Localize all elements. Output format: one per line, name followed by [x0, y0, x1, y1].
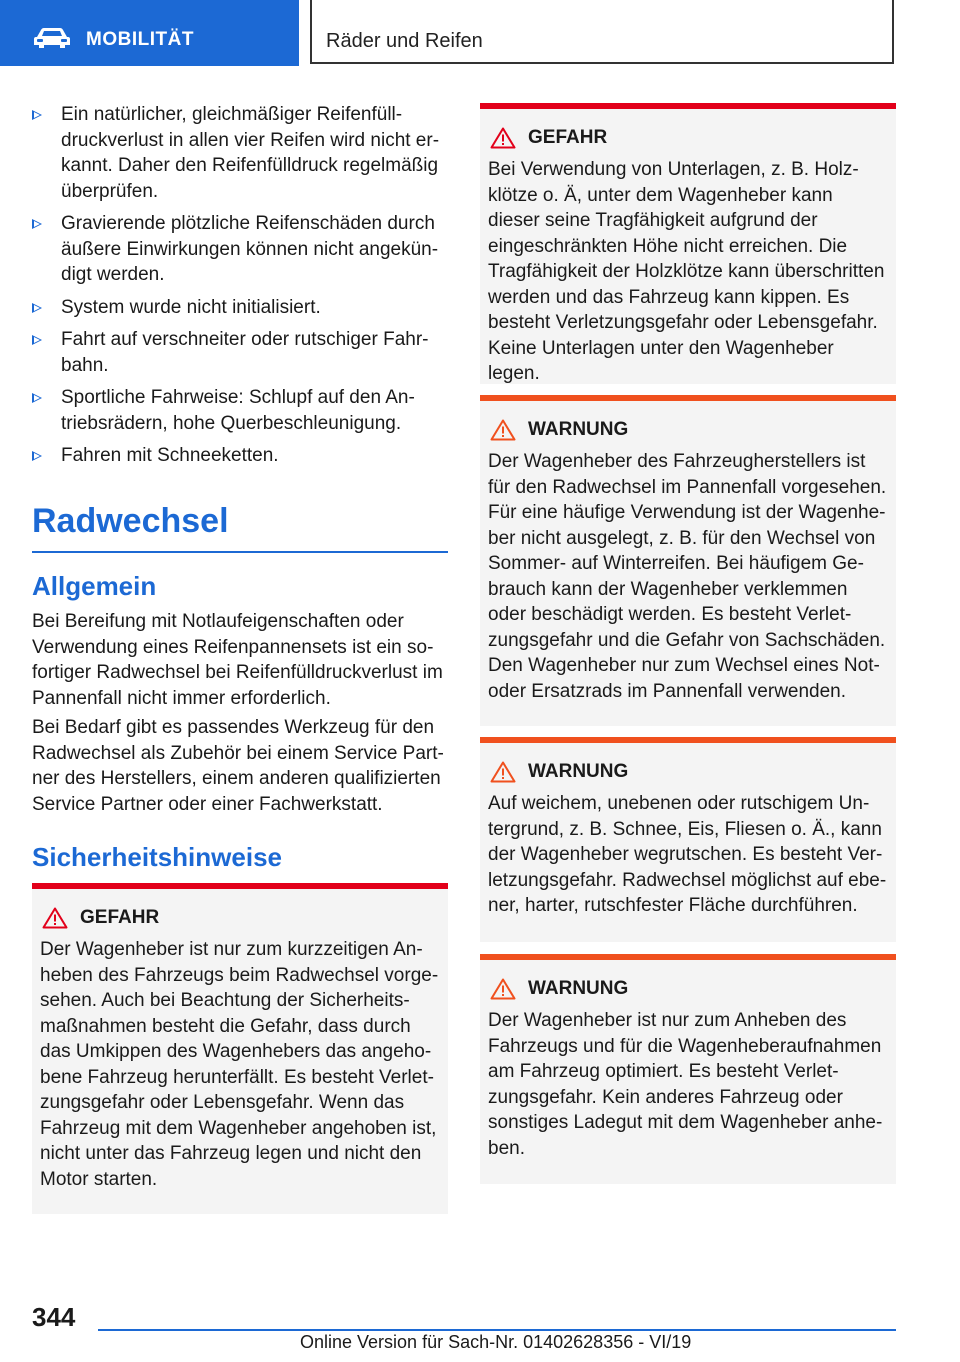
warning-box — [480, 954, 896, 1184]
warning-box — [480, 737, 896, 942]
general-heading: Allgemein — [32, 571, 157, 601]
warning-triangle-icon — [490, 419, 516, 441]
chapter-header — [310, 0, 894, 64]
box-text: Der Wagenheber ist nur zum Anheben des Fahrzeugs und für die Wagenheberaufnahmen am Fahrzeug optimiert. Es besteht Verletzungsgefahr. Kein anderes Fahrzeug oder sonstiges Ladegut mit dem Wagenheber anheben. — [488, 1010, 883, 1159]
general-paragraph-1: Bei Bereifung mit Notlaufeigenschaften oder Verwendung eines Reifenpannensets ist ein sofortiger Radwechsel bei Reifenfülldruckverlust im Pannenfall nicht immer erforderlich. — [32, 611, 443, 709]
triangle-bullet-icon — [32, 335, 42, 345]
page-number: 344 — [32, 1302, 76, 1332]
triangle-bullet-icon — [32, 110, 42, 120]
warning-triangle-icon — [490, 127, 516, 149]
car-icon — [34, 27, 70, 49]
list-item: System wurde nicht initialisiert. — [32, 295, 448, 321]
list-item: Fahrt auf verschneiter oder rutschiger Fahrbahn. — [32, 327, 448, 378]
footer-text: Online Version für Sach-Nr. 01402628356 - VI/19 — [300, 1332, 692, 1352]
danger-box — [480, 103, 896, 384]
warning-box — [480, 395, 896, 726]
triangle-bullet-icon — [32, 393, 42, 403]
section-tab[interactable] — [0, 0, 299, 66]
danger-box — [32, 883, 448, 1214]
safety-heading: Sicherheitshinweise — [32, 842, 282, 872]
list-item: Ein natürlicher, gleichmäßiger Reifenfülldruckverlust in allen vier Reifen wird nicht erkannt. Daher den Reifenfülldruck regelmäßig überprüfen. — [32, 102, 448, 204]
list-item: Fahren mit Schneeketten. — [32, 443, 448, 469]
warning-triangle-icon — [490, 761, 516, 783]
chapter-title: Räder und Reifen — [326, 30, 483, 52]
box-text: Auf weichem, unebenen oder rutschigem Untergrund, z. B. Schnee, Eis, Fliesen o. Ä., kann der Wagenheber wegrutschen. Es besteht Verletzungsgefahr. Radwechsel möglichst auf ebener, harter, rutschfester Fläche durchführen. — [488, 793, 887, 916]
warning-triangle-icon — [490, 978, 516, 1000]
warning-triangle-icon — [42, 907, 68, 929]
section-title: Radwechsel — [32, 502, 448, 553]
condition-list — [32, 102, 448, 476]
box-title: GEFAHR — [490, 125, 888, 151]
triangle-bullet-icon — [32, 303, 42, 313]
box-title: GEFAHR — [42, 905, 440, 931]
triangle-bullet-icon — [32, 451, 42, 461]
footer-divider — [98, 1329, 896, 1331]
box-text: Bei Verwendung von Unterlagen, z. B. Holzklötze o. Ä, unter dem Wagenheber kann dieser seine Tragfähigkeit aufgrund der eingeschränkten Höhe nicht erreichen. Die Tragfähigkeit der Holzklötze kann überschritten werden und das Fahrzeug kann kippen. Es besteht Verletzungsgefahr oder Lebensgefahr. Keine Unterlagen unter den Wagenheber legen. — [488, 159, 885, 384]
box-title: WARNUNG — [490, 759, 888, 785]
box-text: Der Wagenheber des Fahrzeugherstellers ist für den Radwechsel im Pannenfall vorgesehen. Für eine häufige Verwendung ist der Wagenheber nicht ausgelegt, z. B. für den Wechsel von Sommer- auf Winterreifen. Bei häufigem Gebrauch kann der Wagenheber verklemmen oder beschädigt werden. Es besteht Verletzungsgefahr und die Gefahr von Sachschäden. Den Wagenheber nur zum Wechsel eines Not- oder Ersatzrads im Pannenfall verwenden. — [488, 451, 887, 702]
box-title: WARNUNG — [490, 417, 888, 443]
general-paragraph-2: Bei Bedarf gibt es passendes Werkzeug für den Radwechsel als Zubehör bei einem Service Partner des Herstellers, einem anderen qualifizierten Service Partner oder einer Fachwerkstatt. — [32, 717, 444, 815]
list-item: Sportliche Fahrweise: Schlupf auf den Antriebsrädern, hohe Querbeschleunigung. — [32, 385, 448, 436]
section-label: MOBILITÄT — [86, 29, 194, 50]
box-text: Der Wagenheber ist nur zum kurzzeitigen Anheben des Fahrzeugs beim Radwechsel vorgesehen. Auch bei Beachtung der Sicherheitsmaßnahmen besteht die Gefahr, dass durch das Umkippen des Wagenhebers das angehobene Fahrzeug herunterfällt. Es besteht Verletzungsgefahr oder Lebensgefahr. Wenn das Fahrzeug mit dem Wagenheber angehoben ist, nicht unter das Fahrzeug legen und nicht den Motor starten. — [40, 939, 439, 1190]
box-title: WARNUNG — [490, 976, 888, 1002]
triangle-bullet-icon — [32, 219, 42, 229]
list-item: Gravierende plötzliche Reifenschäden durch äußere Einwirkungen können nicht angekündigt werden. — [32, 211, 448, 288]
